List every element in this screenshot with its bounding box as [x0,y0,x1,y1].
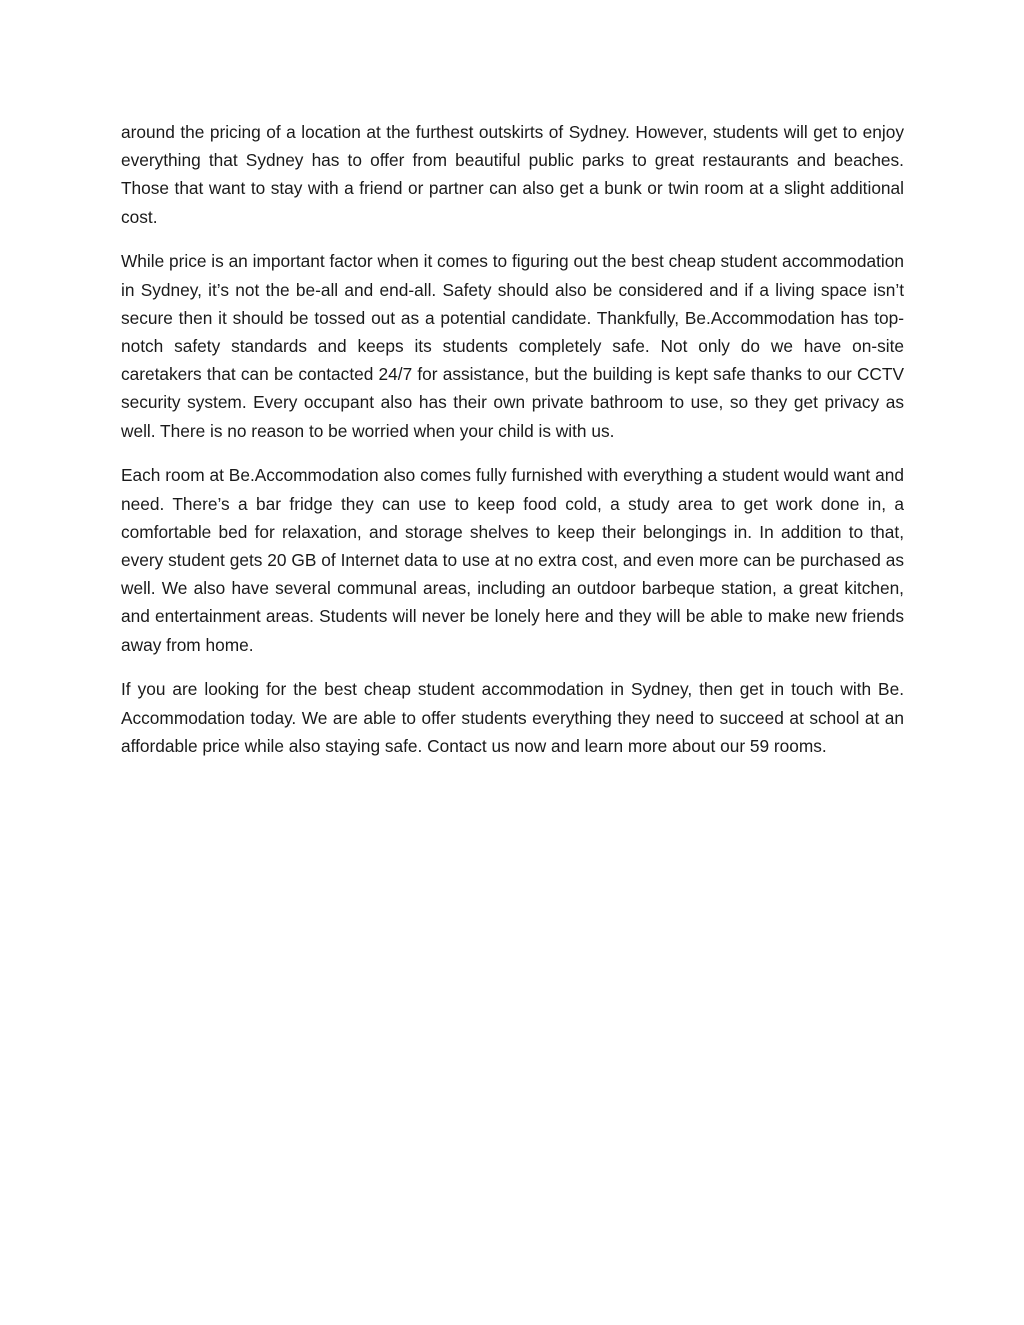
paragraph-pricing-location: around the pricing of a location at the furthest outskirts of Sydney. However, students will get to enjoy everything that Sydney has to offer from beautiful public parks to great restaurants and beaches. Those that want to stay with a friend or partner can also get a bunk or twin room at a slight additional cost. [121,122,904,227]
paragraph-room-features: Each room at Be.Accommodation also comes fully furnished with everything a student would want and need. There’s a bar fridge they can use to keep food cold, a study area to get work done in, a comfortable bed for relaxation, and storage shelves to keep their belongings in. In addition to that, every student gets 20 GB of Internet data to use at no extra cost, and even more can be purchased as well. We also have several communal areas, including an outdoor barbeque station, a great kitchen, and entertainment areas. Students will never be lonely here and they will be able to make new friends away from home. [121,465,904,655]
document-body [121,118,904,777]
paragraph-contact: If you are looking for the best cheap student accommodation in Sydney, then get in touch with Be. Accommodation today. We are able to offer students everything they need to succeed at school at an affordable price while also staying safe. Contact us now and learn more about our 59 rooms. [121,679,904,756]
paragraph-safety: While price is an important factor when it comes to figuring out the best cheap student accommodation in Sydney, it’s not the be-all and end-all. Safety should also be considered and if a living space isn’t secure then it should be tossed out as a potential candidate. Thankfully, Be.Accommodation has top-notch safety standards and keeps its students completely safe. Not only do we have on-site caretakers that can be contacted 24/7 for assistance, but the building is kept safe thanks to our CCTV security system. Every occupant also has their own private bathroom to use, so they get privacy as well. There is no reason to be worried when your child is with us. [121,251,904,441]
